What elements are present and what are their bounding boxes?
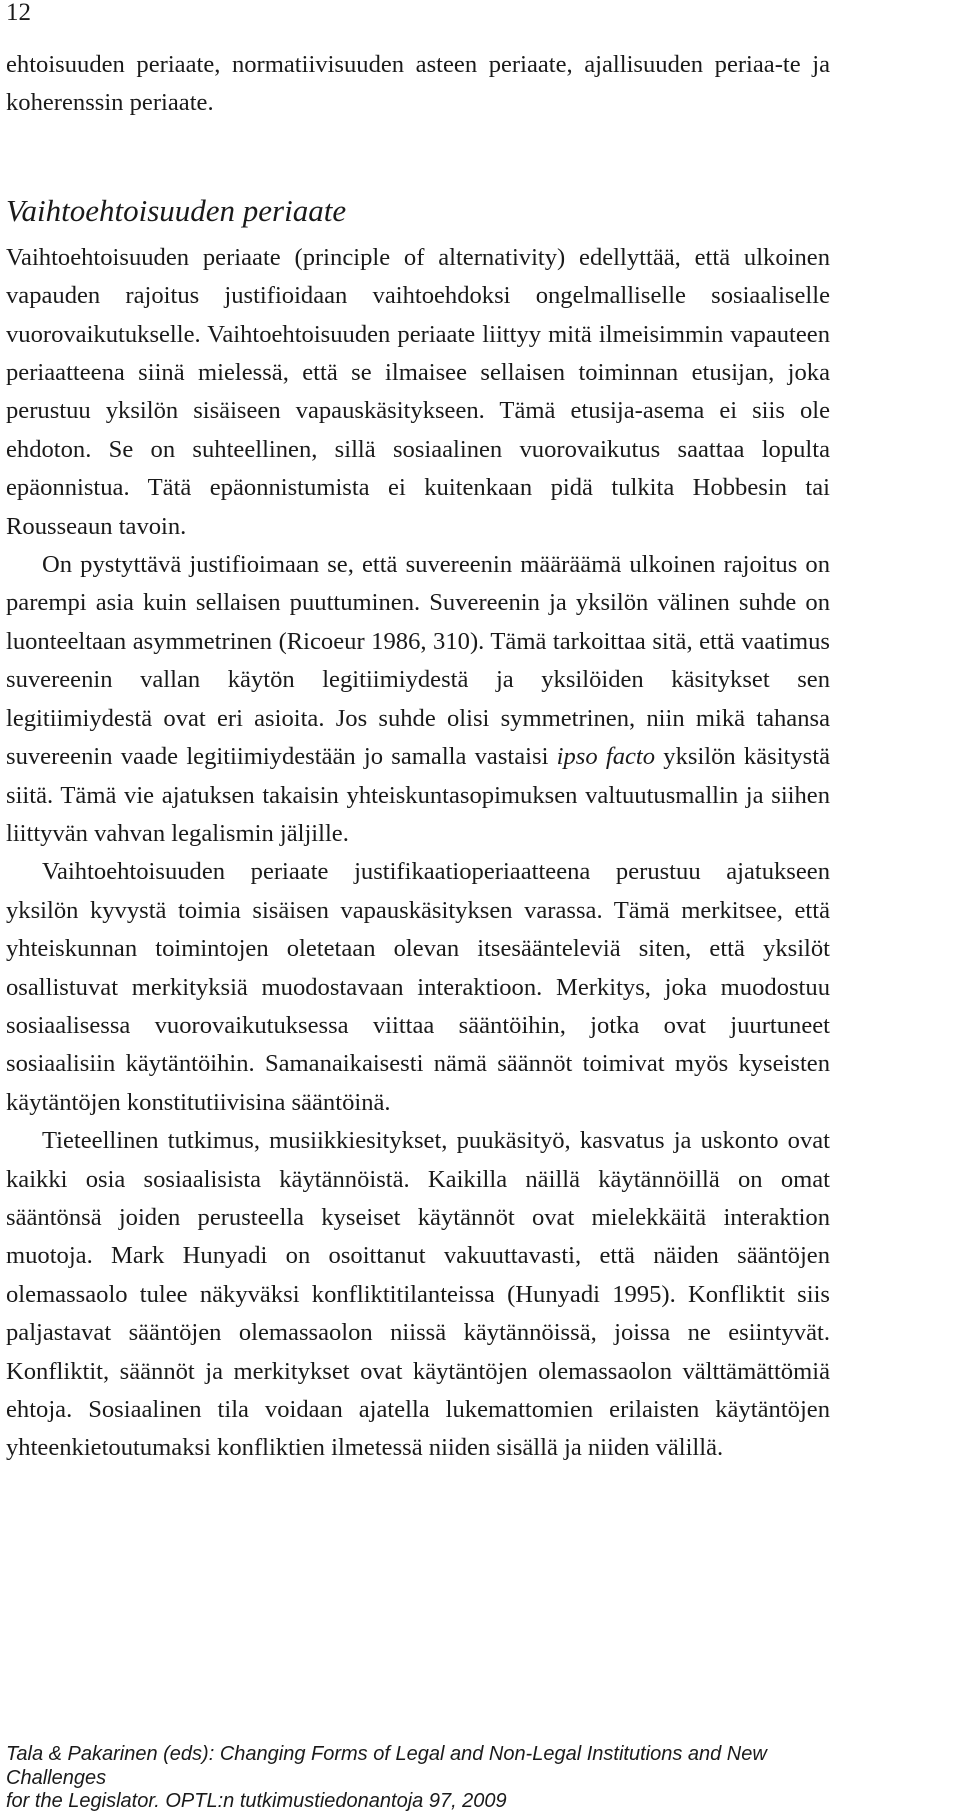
section-heading: Vaihtoehtoisuuden periaate (6, 192, 347, 228)
footer-line-1: Tala & Pakarinen (eds): Changing Forms of Legal and Non-Legal Institutions and New Challenges (6, 1743, 767, 1789)
paragraph-3: Vaihtoehtoisuuden periaate justifikaatioperiaatteena perustuu ajatukseen yksilön kyvystä toimia sisäisen vapauskäsityksen varassa. Tämä merkitsee, että yhteiskunnan toimintojen oletetaan olevan itsesäänteleviä siten, että yksilöt osallistuvat merkityksiä muodostavaan interaktioon. Merkitys, joka muodostuu sosiaalisessa vuorovaikutuksessa viittaa sääntöihin, jotka ovat juurtuneet sosiaalisiin käytäntöihin. Samanaikaisesti nämä säännöt toimivat myös kyseisten käytäntöjen konstitutiivisina sääntöinä. (6, 858, 830, 1116)
document-body (6, 46, 830, 1468)
paragraph-2-text-b: yksilön käsitystä siitä. Tämä vie ajatuksen takaisin yhteiskuntasopimuksen valtuutusmallin ja siihen liittyvän vahvan legalismin jäljille. (6, 743, 830, 847)
paragraph-4: Tieteellinen tutkimus, musiikkiesitykset, puukäsityö, kasvatus ja uskonto ovat kaikki osia sosiaalisista käytännöistä. Kaikilla näillä käytännöillä on omat sääntönsä joiden perusteella kyseiset käytännöt ovat mielekkäitä interaktion muotoja. Mark Hunyadi on osoittanut vakuuttavasti, että näiden sääntöjen olemassaolo tulee näkyväksi konfliktitilanteissa (Hunyadi 1995). Konfliktit siis paljastavat sääntöjen olemassaolon niissä käytännöissä, joissa ne esiintyvät. Konfliktit, säännöt ja merkitykset ovat käytäntöjen olemassaolon välttämättömiä ehtoja. Sosiaalinen tila voidaan ajatella lukemattomien erilaisten käytäntöjen yhteenkietoutumaksi konfliktien ilmetessä niiden sisällä ja niiden välillä. (6, 1127, 830, 1462)
paragraph-2-italic-term: ipso facto (556, 743, 656, 771)
page-footer (6, 1743, 836, 1814)
page-number: 12 (6, 0, 31, 26)
paragraph-2-text-a: On pystyttävä justifioimaan se, että suvereenin määräämä ulkoinen rajoitus on parempi asia kuin sellaisen puuttuminen. Suvereenin ja yksilön välinen suhde on luonteeltaan asymmetrinen (Ricoeur 1986, 310). Tämä tarkoittaa sitä, että vaatimus suvereenin vallan käytön legitiimiydestä ja yksilöiden käsitykset sen legitiimiydestä ovat eri asioita. Jos suhde olisi symmetrinen, niin mikä tahansa suvereenin vaade legitiimiydestään jo samalla vastaisi (6, 551, 830, 771)
paragraph-2 (6, 546, 830, 853)
paragraph-1: Vaihtoehtoisuuden periaate (principle of alternativity) edellyttää, että ulkoinen vapauden rajoitus justifioidaan vaihtoehdoksi ongelmalliselle sosiaaliselle vuorovaikutukselle. Vaihtoehtoisuuden periaate liittyy mitä ilmeisimmin vapauteen periaatteena siinä mielessä, että se ilmaisee sellaisen toiminnan etusijan, joka perustuu yksilön sisäiseen vapauskäsitykseen. Tämä etusija-asema ei siis ole ehdoton. Se on suhteellinen, sillä sosiaalinen vuorovaikutus saattaa lopulta epäonnistua. Tätä epäonnistumista ei kuitenkaan pidä tulkita Hobbesin tai Rousseaun tavoin. (6, 243, 830, 540)
continuation-paragraph: ehtoisuuden periaate, normatiivisuuden asteen periaate, ajallisuuden periaa-te ja koherenssin periaate. (6, 51, 830, 117)
footer-line-2: for the Legislator. OPTL:n tutkimustiedonantoja 97, 2009 (6, 1790, 507, 1812)
